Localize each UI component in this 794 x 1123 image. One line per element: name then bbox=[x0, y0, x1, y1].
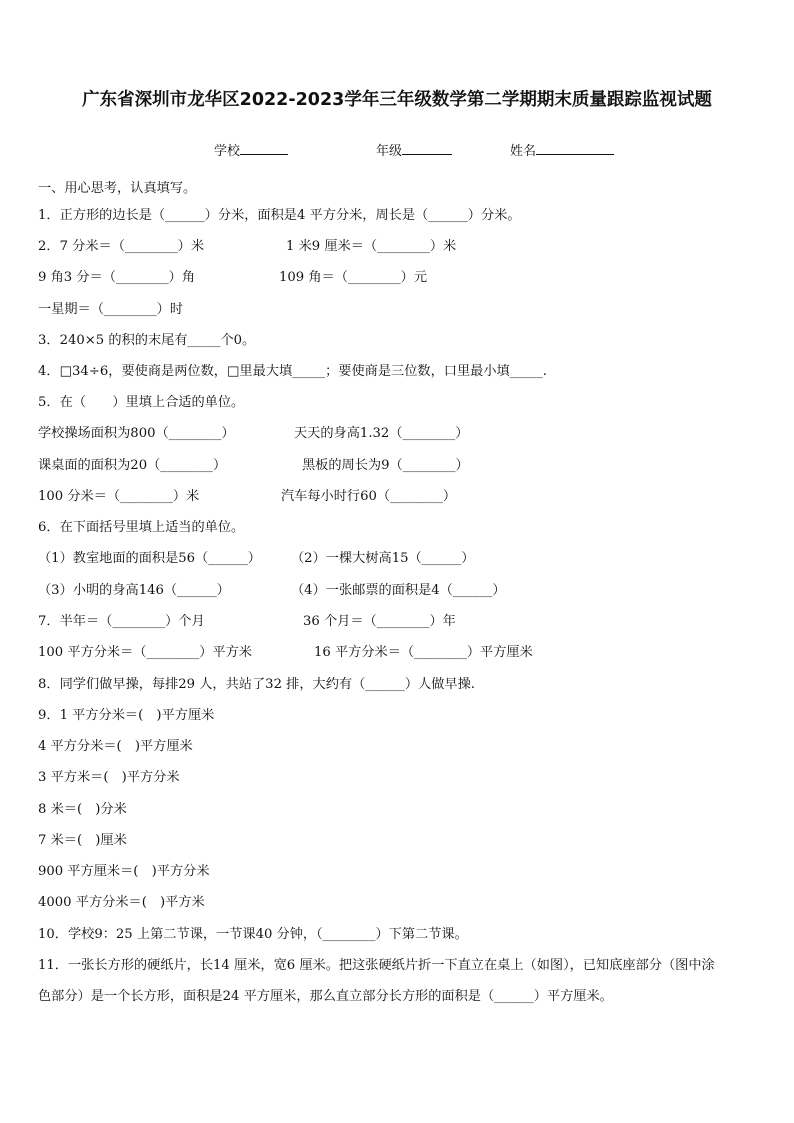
grade-blank bbox=[402, 142, 452, 155]
question-4: 4．□34÷6，要使商是两位数，□里最大填_____；要使商是三位数，口里最小填_____. bbox=[38, 364, 547, 379]
question-9e: 7 米＝( )厘米 bbox=[38, 833, 127, 848]
question-9d: 8 米＝( )分米 bbox=[38, 802, 127, 817]
name-field bbox=[510, 140, 614, 159]
question-6: 6．在下面括号里填上适当的单位。 bbox=[38, 520, 245, 535]
section-heading: 一、用心思考，认真填写。 bbox=[38, 181, 197, 196]
question-9c: 3 平方米＝( )平方分米 bbox=[38, 770, 180, 785]
question-5: 5．在（ ）里填上合适的单位。 bbox=[38, 395, 245, 410]
question-1: 1．正方形的边长是（______）分米，面积是4 平方分米，周长是（______）分米。 bbox=[38, 208, 521, 223]
school-field bbox=[214, 140, 288, 159]
grade-label: 年级 bbox=[376, 144, 403, 159]
question-9g: 4000 平方分米＝( )平方米 bbox=[38, 895, 205, 910]
question-7d: 16 平方分米＝（________）平方厘米 bbox=[314, 645, 533, 660]
school-label: 学校 bbox=[214, 144, 241, 159]
question-2a: 2．7 分米＝（________）米 bbox=[38, 239, 205, 254]
question-9f: 900 平方厘米＝( )平方分米 bbox=[38, 864, 210, 879]
question-8: 8．同学们做早操，每排29 人，共站了32 排，大约有（______）人做早操. bbox=[38, 677, 475, 692]
name-blank bbox=[536, 142, 614, 155]
question-2e: 一星期＝（________）时 bbox=[38, 302, 184, 317]
question-5b: 天天的身高1.32（________） bbox=[294, 426, 469, 441]
question-7c: 100 平方分米＝（________）平方米 bbox=[38, 645, 252, 660]
page-title: 广东省深圳市龙华区2022-2023学年三年级数学第二学期期末质量跟踪监视试题 bbox=[82, 90, 712, 110]
question-10: 10．学校9：25 上第二节课，一节课40 分钟，（________）下第二节课。 bbox=[38, 927, 468, 942]
grade-field bbox=[376, 140, 452, 159]
question-5e: 100 分米＝（________）米 bbox=[38, 489, 200, 504]
question-3: 3．240×5 的积的末尾有_____个0。 bbox=[38, 333, 256, 348]
question-5a: 学校操场面积为800（________） bbox=[38, 426, 235, 441]
question-9b: 4 平方分米＝( )平方厘米 bbox=[38, 739, 193, 754]
question-6b: （2）一棵大树高15（______） bbox=[291, 551, 475, 566]
question-2d: 109 角＝（________）元 bbox=[279, 270, 428, 285]
question-6d: （4）一张邮票的面积是4（______） bbox=[291, 583, 506, 598]
school-blank bbox=[240, 142, 288, 155]
question-7a: 7．半年＝（________）个月 bbox=[38, 614, 205, 629]
name-label: 姓名 bbox=[510, 144, 537, 159]
question-2b: 1 米9 厘米＝（________）米 bbox=[286, 239, 457, 254]
question-5d: 黑板的周长为9（________） bbox=[302, 458, 469, 473]
question-6c: （3）小明的身高146（______） bbox=[38, 583, 230, 598]
question-9a: 9．1 平方分米＝( )平方厘米 bbox=[38, 708, 215, 723]
question-2c: 9 角3 分＝（________）角 bbox=[38, 270, 196, 285]
question-6a: （1）教室地面的面积是56（______） bbox=[38, 551, 261, 566]
question-11-line2: 色部分）是一个长方形，面积是24 平方厘米，那么直立部分长方形的面积是（______）平方厘米。 bbox=[38, 989, 613, 1004]
question-5f: 汽车每小时行60（________） bbox=[281, 489, 457, 504]
question-5c: 课桌面的面积为20（________） bbox=[38, 458, 227, 473]
question-7b: 36 个月＝（________）年 bbox=[303, 614, 456, 629]
question-11-line1: 11．一张长方形的硬纸片，长14 厘米，宽6 厘米。把这张硬纸片折一下直立在桌上（如图），已知底座部分（图中涂 bbox=[38, 958, 715, 973]
